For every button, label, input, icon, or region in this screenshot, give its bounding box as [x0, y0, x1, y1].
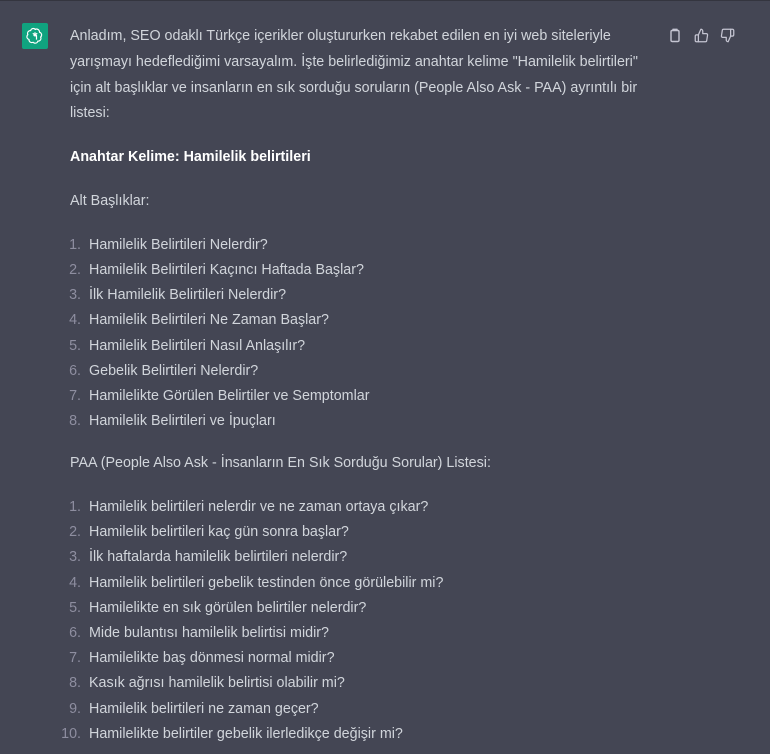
list-item-text: Hamilelikte en sık görülen belirtiler nelerdir? [89, 599, 367, 616]
list-number: 4. [69, 574, 81, 591]
list-item-text: Gebelik Belirtileri Nelerdir? [89, 362, 259, 379]
copy-icon [668, 28, 682, 43]
list-item-text: Hamilelik Belirtileri Ne Zaman Başlar? [89, 312, 329, 329]
list-number: 8. [69, 413, 81, 430]
list-item-text: Hamilelik Belirtileri Nelerdir? [89, 236, 268, 253]
list-item-text: Hamilelikte Görülen Belirtiler ve Semptomlar [89, 387, 370, 404]
paa-item [70, 520, 655, 545]
keyword-heading: Anahtar Kelime: Hamilelik belirtileri [70, 149, 311, 166]
paa-item [70, 697, 655, 722]
paa-item [70, 596, 655, 621]
intro-line: için alt başlıklar ve insanların en sık sorduğu soruların (People Also Ask - PAA) ayrıntılı bir [70, 79, 638, 96]
list-item-text: Hamilelik Belirtileri ve İpuçları [89, 413, 276, 430]
list-number: 9. [69, 700, 81, 717]
copy-button[interactable] [666, 26, 684, 44]
message-actions [666, 26, 736, 44]
subheadings-list [70, 233, 655, 435]
subheading-item [70, 334, 655, 359]
list-item-text: Hamilelik belirtileri gebelik testinden önce görülebilir mi? [89, 574, 444, 591]
thumbs-down-button[interactable] [718, 26, 736, 44]
list-number: 8. [69, 675, 81, 692]
list-number: 1. [69, 499, 81, 516]
list-item-text: İlk Hamilelik Belirtileri Nelerdir? [89, 287, 287, 304]
assistant-message [61, 24, 655, 747]
subheading-item [70, 409, 655, 434]
intro-line: yarışmayı hedeflediğimi varsayalım. İşte belirlediğimiz anahtar kelime "Hamilelik belirtileri" [70, 53, 638, 70]
intro-line: Anladım, SEO odaklı Türkçe içerikler oluştururken rekabet edilen en iyi web siteleriyle [70, 28, 611, 44]
list-number: 2. [69, 524, 81, 541]
list-number: 10. [61, 725, 81, 742]
list-number: 3. [69, 549, 81, 566]
list-number: 6. [69, 625, 81, 642]
intro-paragraph [70, 24, 655, 127]
paa-item [70, 621, 655, 646]
list-item-text: Hamilelikte baş dönmesi normal midir? [89, 650, 335, 667]
subheadings-title: Alt Başlıklar: [70, 192, 150, 209]
message-divider [0, 0, 770, 1]
thumbs-up-button[interactable] [692, 26, 710, 44]
list-number: 6. [69, 362, 81, 379]
list-number: 7. [69, 387, 81, 404]
list-number: 5. [69, 599, 81, 616]
paa-item [70, 571, 655, 596]
paa-item [70, 545, 655, 570]
list-item-text: İlk haftalarda hamilelik belirtileri nelerdir? [89, 549, 348, 566]
list-item-text: Mide bulantısı hamilelik belirtisi midir? [89, 625, 329, 642]
list-item-text: Hamilelik belirtileri ne zaman geçer? [89, 700, 319, 717]
list-item-text: Hamilelikte belirtiler gebelik ilerledikçe değişir mi? [89, 725, 403, 742]
list-number: 3. [69, 287, 81, 304]
thumbs-up-icon [694, 28, 709, 43]
paa-list [61, 495, 655, 747]
list-item-text: Hamilelik belirtileri kaç gün sonra başlar? [89, 524, 349, 541]
paa-title: PAA (People Also Ask - İnsanların En Sık Sorduğu Sorular) Listesi: [70, 455, 491, 472]
paa-item [61, 722, 655, 747]
list-number: 7. [69, 650, 81, 667]
thumbs-down-icon [720, 28, 735, 43]
list-item-text: Hamilelik belirtileri nelerdir ve ne zaman ortaya çıkar? [89, 499, 429, 516]
subheading-item [70, 359, 655, 384]
subheading-item [70, 384, 655, 409]
subheading-item [70, 233, 655, 258]
list-number: 1. [69, 236, 81, 253]
list-item-text: Hamilelik Belirtileri Nasıl Anlaşılır? [89, 337, 306, 354]
assistant-avatar [22, 23, 48, 49]
subheading-item [70, 283, 655, 308]
list-item-text: Hamilelik Belirtileri Kaçıncı Haftada Başlar? [89, 261, 364, 278]
subheading-item [70, 308, 655, 333]
paa-item [70, 671, 655, 696]
list-number: 4. [69, 312, 81, 329]
list-number: 2. [69, 261, 81, 278]
list-item-text: Kasık ağrısı hamilelik belirtisi olabilir mi? [89, 675, 345, 692]
paa-item [70, 495, 655, 520]
intro-line: listesi: [70, 105, 110, 122]
openai-logo-icon [26, 27, 44, 45]
paa-item [70, 646, 655, 671]
list-number: 5. [69, 337, 81, 354]
subheading-item [70, 258, 655, 283]
